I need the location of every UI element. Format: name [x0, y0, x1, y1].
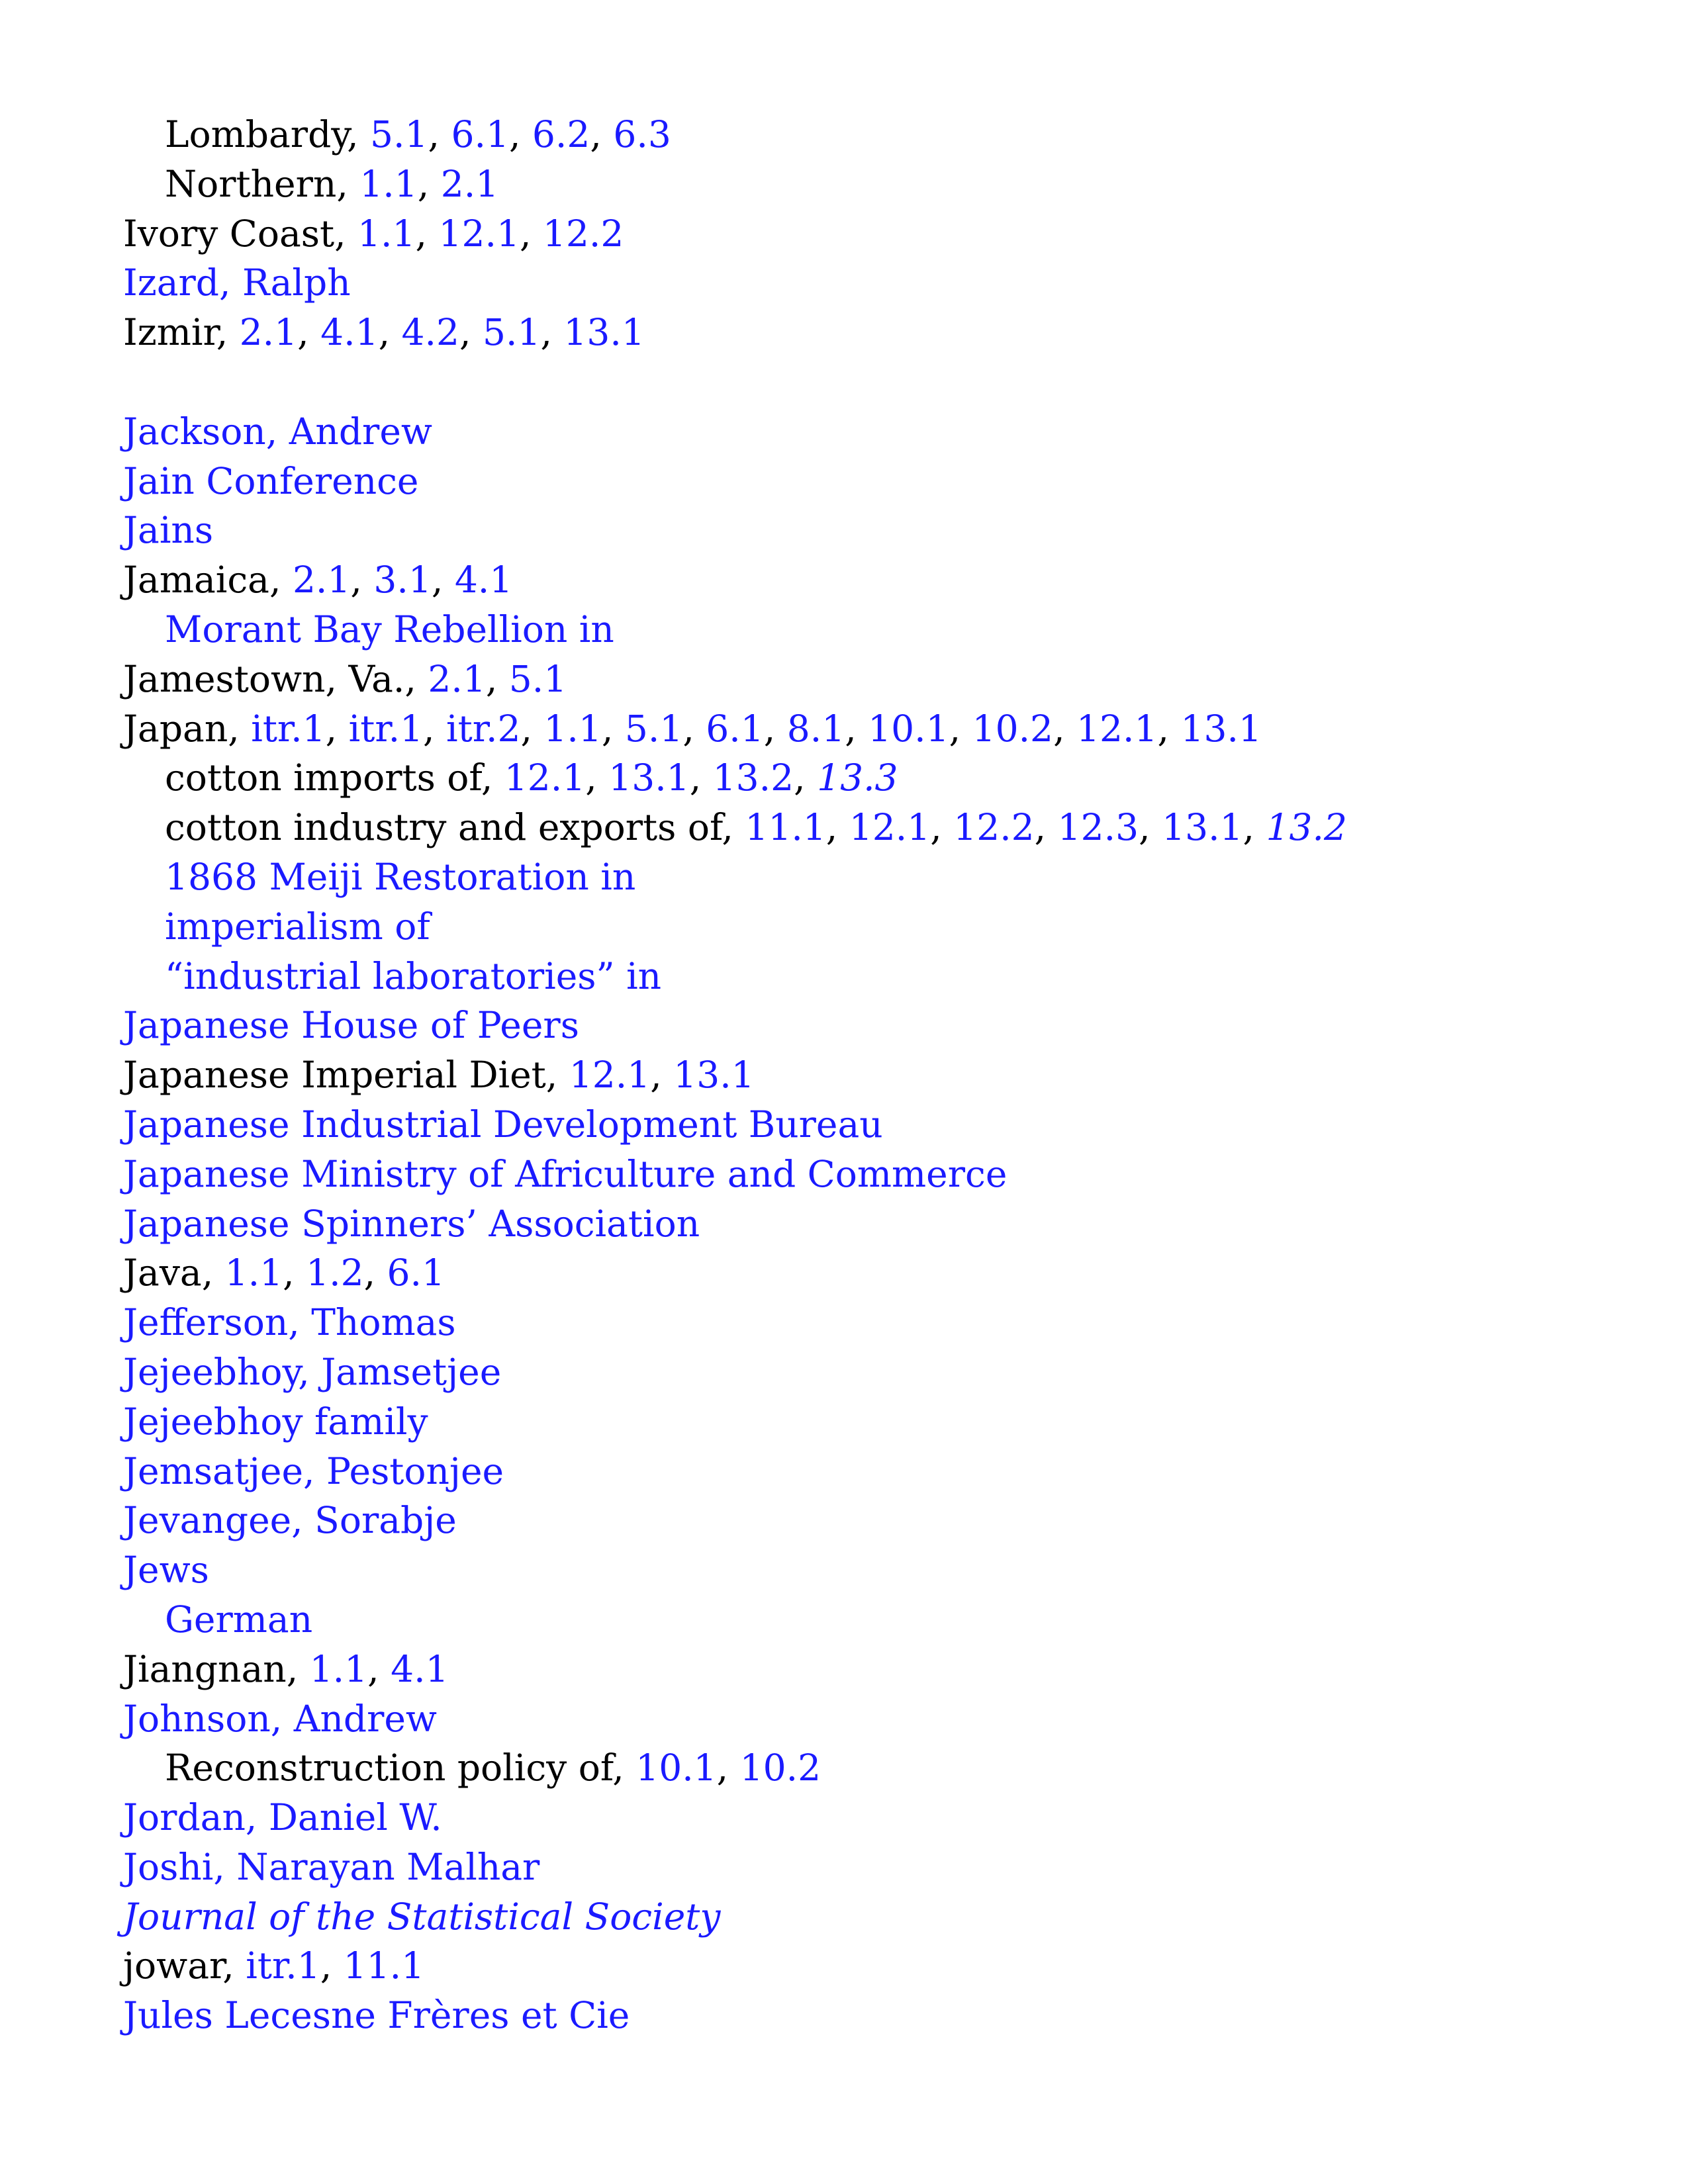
index-term-link[interactable]: Jefferson, Thomas [123, 1301, 456, 1344]
separator: , [540, 311, 564, 354]
separator: , [216, 311, 240, 354]
separator: , [949, 707, 972, 750]
page-ref-link[interactable]: 5.1 [624, 707, 683, 750]
page-ref-link[interactable]: 1.1 [224, 1251, 283, 1295]
index-page [123, 110, 1579, 2040]
index-entry[interactable] [123, 1545, 1579, 1595]
index-subentry [123, 1743, 1579, 1793]
separator: , [404, 657, 428, 700]
index-term-link[interactable]: Journal of the Statistical Society [123, 1895, 721, 1938]
index-entry[interactable] [123, 1100, 1579, 1150]
index-term: Jamestown, Va. [123, 657, 405, 700]
page-ref-link[interactable]: 2.1 [440, 162, 499, 205]
page-ref-link[interactable]: 1.1 [543, 707, 602, 750]
page-ref-link[interactable]: 3.1 [373, 559, 432, 602]
page-ref-link[interactable]: 12.1 [849, 806, 931, 849]
index-subentry[interactable] [123, 902, 1579, 952]
separator: , [930, 806, 954, 849]
index-term-link[interactable]: Jews [123, 1549, 209, 1592]
separator: , [585, 756, 609, 799]
index-entry[interactable] [123, 1447, 1579, 1496]
index-entry[interactable] [123, 1150, 1579, 1199]
page-ref-link[interactable]: 2.1 [292, 559, 351, 602]
index-term-link[interactable]: Japanese Ministry of Africulture and Commerce [123, 1152, 1008, 1195]
index-entry [123, 209, 1579, 259]
page-ref-link[interactable]: 10.1 [635, 1747, 717, 1790]
index-term: Jamaica [123, 559, 269, 602]
index-term-link[interactable]: Jules Lecesne Frères et Cie [123, 1994, 630, 2037]
separator: , [794, 756, 818, 799]
page-ref-link[interactable]: 12.1 [569, 1054, 651, 1097]
separator: , [350, 559, 374, 602]
separator: , [320, 1944, 344, 1987]
index-term: Jiangnan [123, 1647, 287, 1690]
separator: , [601, 707, 625, 750]
index-term: Ivory Coast [123, 212, 335, 255]
index-entry[interactable] [123, 1843, 1579, 1892]
page-ref-link[interactable]: 12.1 [438, 212, 520, 255]
index-term-link[interactable]: Jains [123, 509, 214, 552]
index-term-link[interactable]: Jejeebhoy family [123, 1400, 428, 1443]
separator: , [378, 311, 402, 354]
index-entry[interactable] [123, 1298, 1579, 1347]
page-ref-link[interactable]: itr.2 [446, 707, 521, 750]
page-ref-link[interactable]: 8.1 [786, 707, 845, 750]
page-ref-link[interactable]: 12.3 [1057, 806, 1139, 849]
index-subentry[interactable] [123, 1595, 1579, 1645]
separator: , [459, 311, 483, 354]
page-ref-link[interactable]: 1.1 [359, 162, 418, 205]
index-entry [123, 1248, 1579, 1298]
separator: , [423, 707, 447, 750]
separator: , [283, 1251, 306, 1295]
page-ref-link[interactable]: 1.1 [357, 212, 416, 255]
index-term-link[interactable]: Johnson, Andrew [123, 1697, 437, 1740]
separator: , [650, 1054, 674, 1097]
index-term-link[interactable]: Japanese Industrial Development Bureau [123, 1103, 883, 1146]
index-entry[interactable] [123, 1496, 1579, 1545]
page-ref-link[interactable]: 11.1 [343, 1944, 425, 1987]
separator: , [222, 1944, 246, 1987]
index-subentry [123, 803, 1579, 852]
index-term-link[interactable]: Japanese Spinners’ Association [123, 1202, 700, 1245]
index-entry[interactable] [123, 1001, 1579, 1050]
index-subentry[interactable] [123, 605, 1579, 655]
index-term-link[interactable]: Jevangee, Sorabje [123, 1499, 457, 1542]
index-term-link[interactable]: German [165, 1598, 313, 1641]
page-ref-link[interactable]: 4.1 [391, 1647, 449, 1690]
separator: , [722, 806, 745, 849]
page-ref-link[interactable]: 6.3 [613, 113, 671, 156]
index-term-link[interactable]: Japanese House of Peers [123, 1004, 579, 1047]
separator: , [417, 162, 441, 205]
index-term: Japanese Imperial Diet [123, 1054, 546, 1097]
index-term-link[interactable]: Jemsatjee, Pestonjee [123, 1449, 504, 1492]
page-ref-link[interactable]: 13.1 [1180, 707, 1262, 750]
index-entry[interactable] [123, 1892, 1579, 1942]
separator: , [519, 212, 543, 255]
index-subentry[interactable] [123, 852, 1579, 902]
index-entry [123, 1645, 1579, 1694]
page-ref-link[interactable]: itr.1 [251, 707, 326, 750]
separator: , [825, 806, 849, 849]
page-ref-link[interactable]: 2.1 [428, 657, 486, 700]
index-entry [123, 555, 1579, 605]
index-entry[interactable] [123, 506, 1579, 555]
separator: , [415, 212, 439, 255]
separator: , [612, 1747, 636, 1790]
separator: , [336, 162, 360, 205]
separator: , [269, 559, 293, 602]
index-term: jowar [123, 1944, 223, 1987]
separator: , [1034, 806, 1058, 849]
separator: , [845, 707, 868, 750]
separator: , [689, 756, 713, 799]
index-entry[interactable] [123, 1991, 1579, 2040]
separator: , [228, 707, 252, 750]
index-entry [123, 1050, 1579, 1100]
separator: , [716, 1747, 740, 1790]
page-ref-link[interactable]: 13.2 [1266, 806, 1347, 849]
index-entry[interactable] [123, 457, 1579, 506]
page-ref-link[interactable]: 6.1 [387, 1251, 445, 1295]
index-term-link[interactable]: Izard, Ralph [123, 261, 351, 304]
index-term: Izmir [123, 311, 216, 354]
page-ref-link[interactable]: 13.1 [673, 1054, 755, 1097]
index-term: Lombardy [165, 113, 348, 156]
page-ref-link[interactable]: 4.2 [401, 311, 460, 354]
index-entry[interactable] [123, 1694, 1579, 1744]
separator: , [1243, 806, 1266, 849]
index-entry [123, 704, 1579, 754]
index-term: cotton industry and exports of [165, 806, 722, 849]
separator: , [428, 113, 451, 156]
separator: , [431, 559, 455, 602]
index-entry[interactable] [123, 258, 1579, 308]
page-ref-link[interactable]: 4.1 [454, 559, 513, 602]
index-term-link[interactable]: Jain Conference [123, 459, 419, 502]
index-entry[interactable] [123, 1347, 1579, 1397]
index-term-link[interactable]: Jordan, Daniel W. [123, 1796, 442, 1839]
index-entry[interactable] [123, 1793, 1579, 1843]
separator: , [201, 1251, 225, 1295]
separator: , [286, 1647, 310, 1690]
separator: , [590, 113, 614, 156]
index-term: Japan [123, 707, 228, 750]
separator: , [763, 707, 787, 750]
index-subentry[interactable] [123, 952, 1579, 1001]
separator: , [334, 212, 358, 255]
separator: , [481, 756, 504, 799]
index-subentry [123, 110, 1579, 159]
page-ref-link[interactable]: 5.1 [482, 311, 541, 354]
page-ref-link[interactable]: 12.1 [504, 756, 586, 799]
page-ref-link[interactable]: 12.2 [953, 806, 1035, 849]
separator: , [297, 311, 321, 354]
page-ref-link[interactable]: 13.2 [712, 756, 794, 799]
index-term: cotton imports of [165, 756, 481, 799]
separator: , [1157, 707, 1181, 750]
page-ref-link[interactable]: 10.2 [972, 707, 1054, 750]
page-ref-link[interactable]: itr.1 [348, 707, 424, 750]
page-ref-link[interactable]: 6.1 [706, 707, 764, 750]
page-ref-link[interactable]: 13.3 [817, 756, 898, 799]
page-ref-link[interactable]: 1.1 [309, 1647, 368, 1690]
page-ref-link[interactable]: 1.2 [306, 1251, 364, 1295]
separator: , [1139, 806, 1162, 849]
separator: , [485, 657, 509, 700]
page-ref-link[interactable]: 13.1 [1162, 806, 1243, 849]
index-subentry [123, 159, 1579, 209]
index-entry [123, 1941, 1579, 1991]
index-subentry [123, 753, 1579, 803]
page-ref-link[interactable]: 13.1 [608, 756, 690, 799]
page-ref-link[interactable]: 5.1 [370, 113, 428, 156]
page-ref-link[interactable]: 2.1 [239, 311, 298, 354]
page-ref-link[interactable]: 12.2 [542, 212, 624, 255]
separator: , [367, 1647, 391, 1690]
separator: , [520, 707, 544, 750]
page-ref-link[interactable]: 10.1 [868, 707, 949, 750]
separator: , [682, 707, 706, 750]
page-ref-link[interactable]: itr.1 [246, 1944, 320, 1987]
separator: , [347, 113, 371, 156]
separator: , [1053, 707, 1077, 750]
page-ref-link[interactable]: 4.1 [320, 311, 379, 354]
page-ref-link[interactable]: 10.2 [739, 1747, 821, 1790]
index-term-link[interactable]: Jejeebhoy, Jamsetjee [123, 1350, 502, 1393]
page-ref-link[interactable]: 12.1 [1076, 707, 1158, 750]
index-term-link[interactable]: 1868 Meiji Restoration in [165, 855, 636, 898]
page-ref-link[interactable]: 11.1 [745, 806, 826, 849]
index-term: Northern [165, 162, 337, 205]
separator: , [508, 113, 532, 156]
page-ref-link[interactable]: 5.1 [508, 657, 567, 700]
index-term-link[interactable]: Jackson, Andrew [123, 410, 432, 453]
index-entry[interactable] [123, 1199, 1579, 1249]
page-ref-link[interactable]: 6.1 [451, 113, 509, 156]
index-entry [123, 308, 1579, 357]
index-term-link[interactable]: Morant Bay Rebellion in [165, 608, 614, 651]
separator: , [545, 1054, 569, 1097]
page-ref-link[interactable]: 6.2 [532, 113, 590, 156]
index-term-link[interactable]: “industrial laboratories” in [165, 954, 662, 997]
index-term: Java [123, 1251, 202, 1295]
separator: , [325, 707, 349, 750]
index-term: Reconstruction policy of [165, 1747, 613, 1790]
index-entry[interactable] [123, 1397, 1579, 1447]
page-ref-link[interactable]: 13.1 [563, 311, 645, 354]
index-term-link[interactable]: Joshi, Narayan Malhar [123, 1845, 540, 1888]
separator: , [363, 1251, 387, 1295]
index-entry [123, 655, 1579, 704]
index-term-link[interactable]: imperialism of [165, 905, 430, 948]
index-entry[interactable] [123, 407, 1579, 457]
